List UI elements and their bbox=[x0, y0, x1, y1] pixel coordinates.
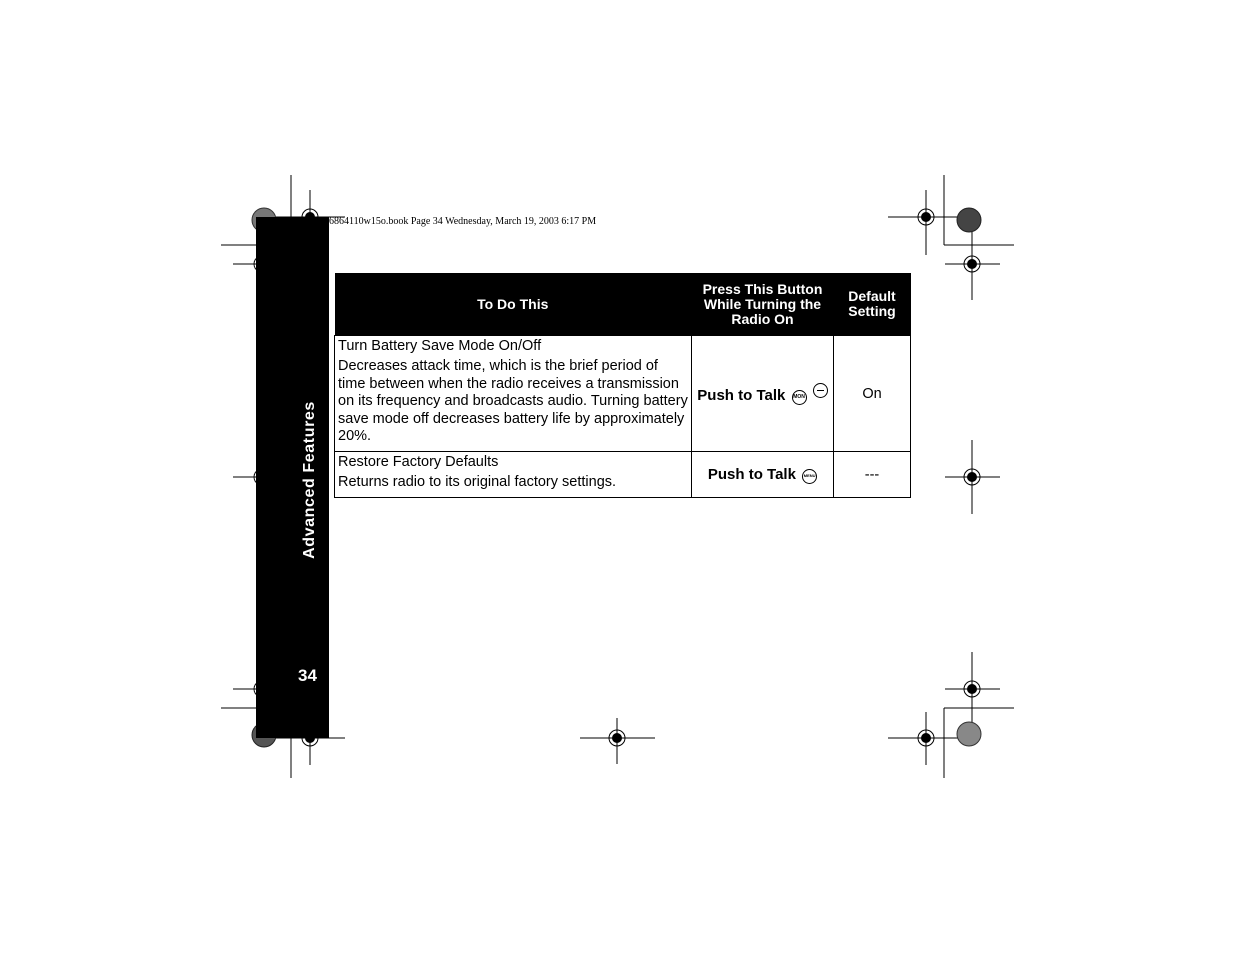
book-header-line: 6864110w15o.book Page 34 Wednesday, March 19, 2003 6:17 PM bbox=[329, 216, 597, 227]
minus-button-icon bbox=[813, 383, 828, 398]
row-title: Turn Battery Save Mode On/Off bbox=[338, 337, 542, 354]
row-description-cell bbox=[335, 452, 692, 498]
row-default-value: On bbox=[834, 336, 911, 452]
row-description: Returns radio to its original factory settings. bbox=[338, 474, 617, 490]
row-button-cell bbox=[692, 452, 834, 498]
table-row bbox=[335, 336, 911, 452]
header-to-do-this: To Do This bbox=[335, 273, 692, 336]
header-default-setting: Default Setting bbox=[834, 273, 911, 336]
row-description: Decreases attack time, which is the brief period of time between when the radio receives a transmission on its frequency and broadcasts audio. Turning battery save mode off decreases battery life by approximately 20%. bbox=[338, 358, 688, 444]
row-button-cell bbox=[692, 336, 834, 452]
header-press-button: Press This Button While Turning the Radio On bbox=[692, 273, 834, 336]
menu-button-icon: MENU bbox=[802, 469, 817, 484]
page-number: 34 bbox=[298, 666, 317, 685]
button-label: Push to Talk bbox=[707, 465, 796, 483]
settings-table bbox=[334, 273, 911, 498]
table-header-row bbox=[335, 273, 911, 336]
table-row bbox=[335, 452, 911, 498]
row-description-cell bbox=[335, 336, 692, 452]
mon-button-icon: MON bbox=[792, 390, 807, 405]
row-default-value: --- bbox=[834, 452, 911, 498]
section-title: Advanced Features bbox=[301, 401, 318, 559]
row-title: Restore Factory Defaults bbox=[338, 453, 499, 470]
button-label: Push to Talk bbox=[697, 386, 786, 404]
